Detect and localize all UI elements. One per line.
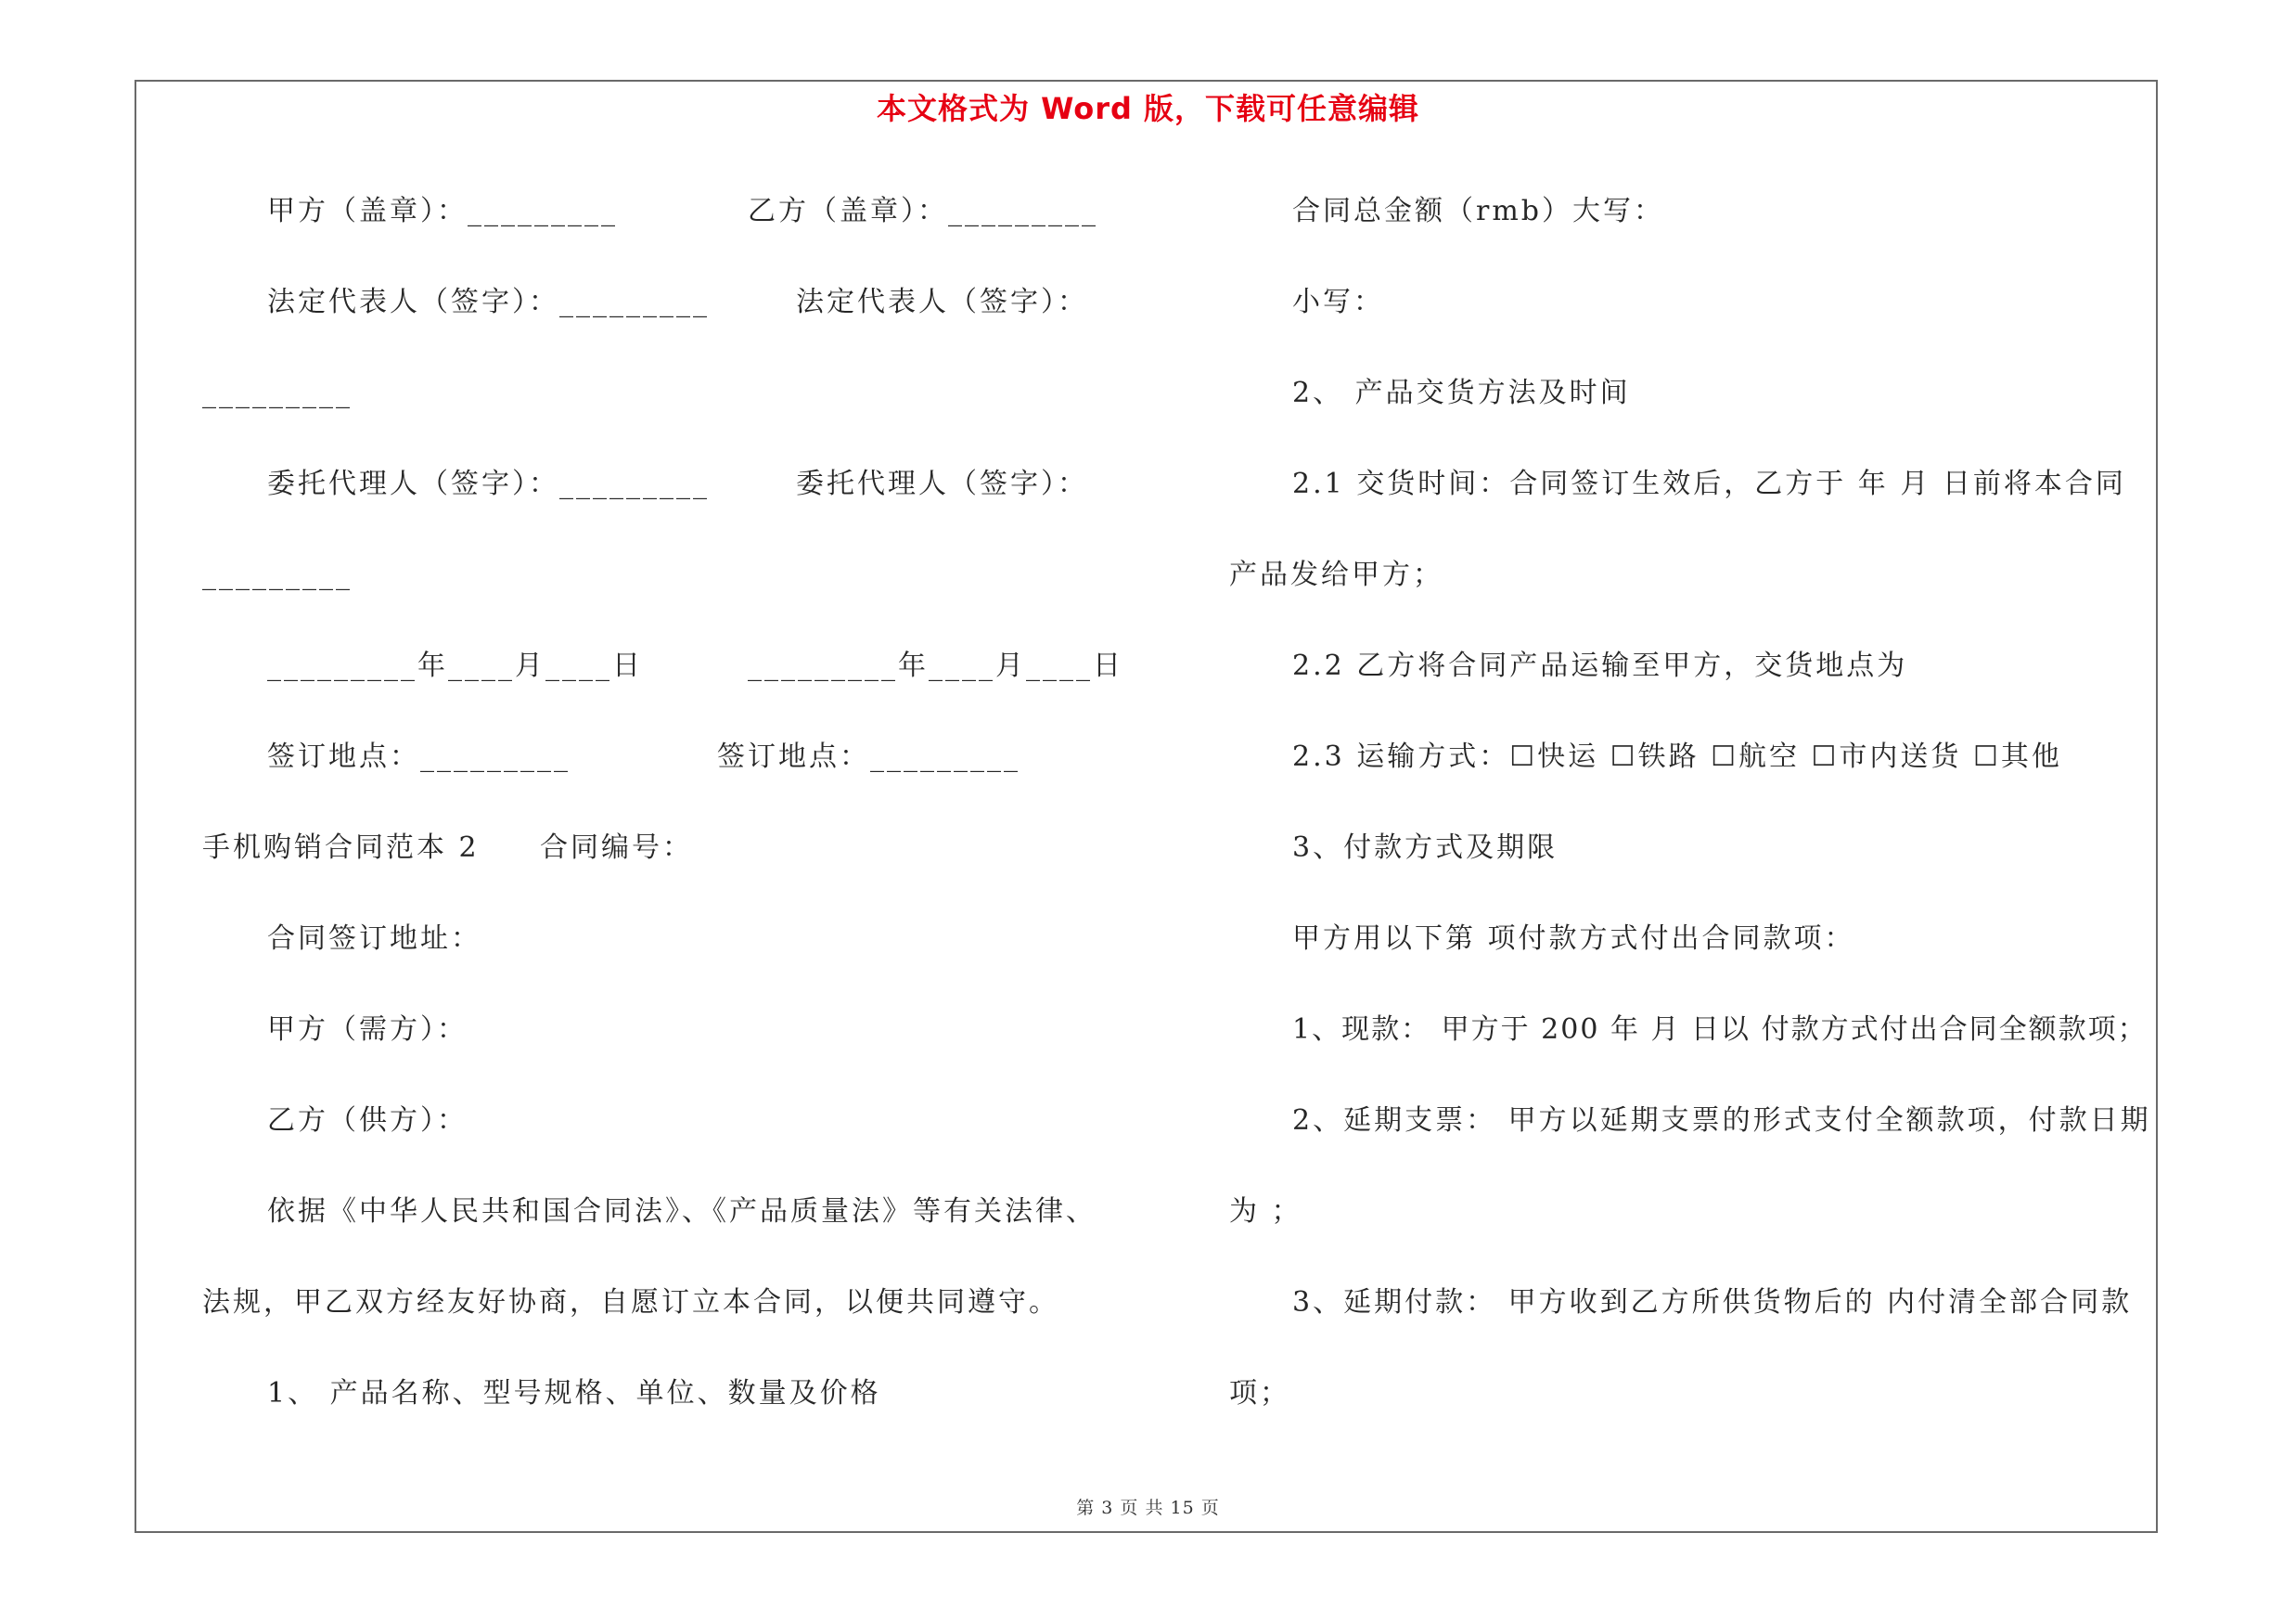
legal-rep-b-blank: _________ (202, 377, 353, 409)
agent-b-blank: _________ (202, 559, 353, 591)
contract-title: 手机购销合同范本 2 (202, 831, 480, 864)
date-b: _________年____月____日 (748, 650, 1123, 682)
payment-option-3-line-1: 3、延期付款： 甲方收到乙方所供货物后的 内付清全部合同款 (1292, 1286, 2133, 1319)
word-format-banner: 本文格式为 Word 版，下载可任意编辑 (876, 91, 1420, 126)
sign-party-a: 甲方（盖章）：_________ (267, 195, 618, 227)
date-a: _________年____月____日 (267, 650, 643, 682)
party-a-buyer: 甲方（需方）： (267, 1013, 468, 1046)
party-b-supplier: 乙方（供方）： (267, 1104, 468, 1137)
page-number-footer: 第 3 页 共 15 页 (1076, 1498, 1220, 1518)
legal-rep-b: 法定代表人（签字）： (796, 286, 1088, 318)
legal-rep-a: 法定代表人（签字）：_________ (267, 286, 710, 318)
item-2-1-line-1: 2.1 交货时间：合同签订生效后，乙方于 年 月 日前将本合同 (1292, 468, 2126, 500)
contract-sign-address: 合同签订地址： (267, 922, 481, 955)
payment-intro: 甲方用以下第 项付款方式付出合同款项： (1292, 922, 1855, 955)
sign-place-b: 签订地点：_________ (717, 741, 1020, 773)
payment-option-3-line-2: 项； (1229, 1377, 1290, 1410)
payment-option-2-line-1: 2、延期支票： 甲方以延期支票的形式支付全额款项，付款日期 (1292, 1104, 2151, 1137)
legal-basis-line-1: 依据《中华人民共和国合同法》、《产品质量法》等有关法律、 (267, 1195, 1097, 1228)
payment-option-1: 1、现款： 甲方于 200 年 月 日以 付款方式付出合同全额款项； (1292, 1013, 2148, 1046)
item-2-2: 2.2 乙方将合同产品运输至甲方，交货地点为 (1292, 650, 1908, 682)
payment-option-2-line-2: 为 ； (1229, 1195, 1302, 1228)
total-amount-lower: 小写： (1292, 286, 1384, 318)
sign-party-b: 乙方（盖章）：_________ (748, 195, 1098, 227)
section-1-heading: 1、 产品名称、型号规格、单位、数量及价格 (267, 1377, 881, 1410)
section-3-heading: 3、付款方式及期限 (1292, 831, 1558, 864)
total-amount-upper: 合同总金额（rmb）大写： (1292, 195, 1664, 227)
contract-number: 合同编号： (540, 831, 693, 864)
agent-a: 委托代理人（签字）：_________ (267, 468, 710, 500)
agent-b: 委托代理人（签字）： (796, 468, 1088, 500)
section-2-heading: 2、 产品交货方法及时间 (1292, 377, 1631, 409)
item-2-3-transport: 2.3 运输方式：☐快运 ☐铁路 ☐航空 ☐市内送货 ☐其他 (1292, 741, 2062, 773)
sign-place-a: 签订地点：_________ (267, 741, 571, 773)
legal-basis-line-2: 法规，甲乙双方经友好协商，自愿订立本合同，以便共同遵守。 (202, 1286, 1059, 1319)
item-2-1-line-2: 产品发给甲方； (1229, 559, 1443, 591)
